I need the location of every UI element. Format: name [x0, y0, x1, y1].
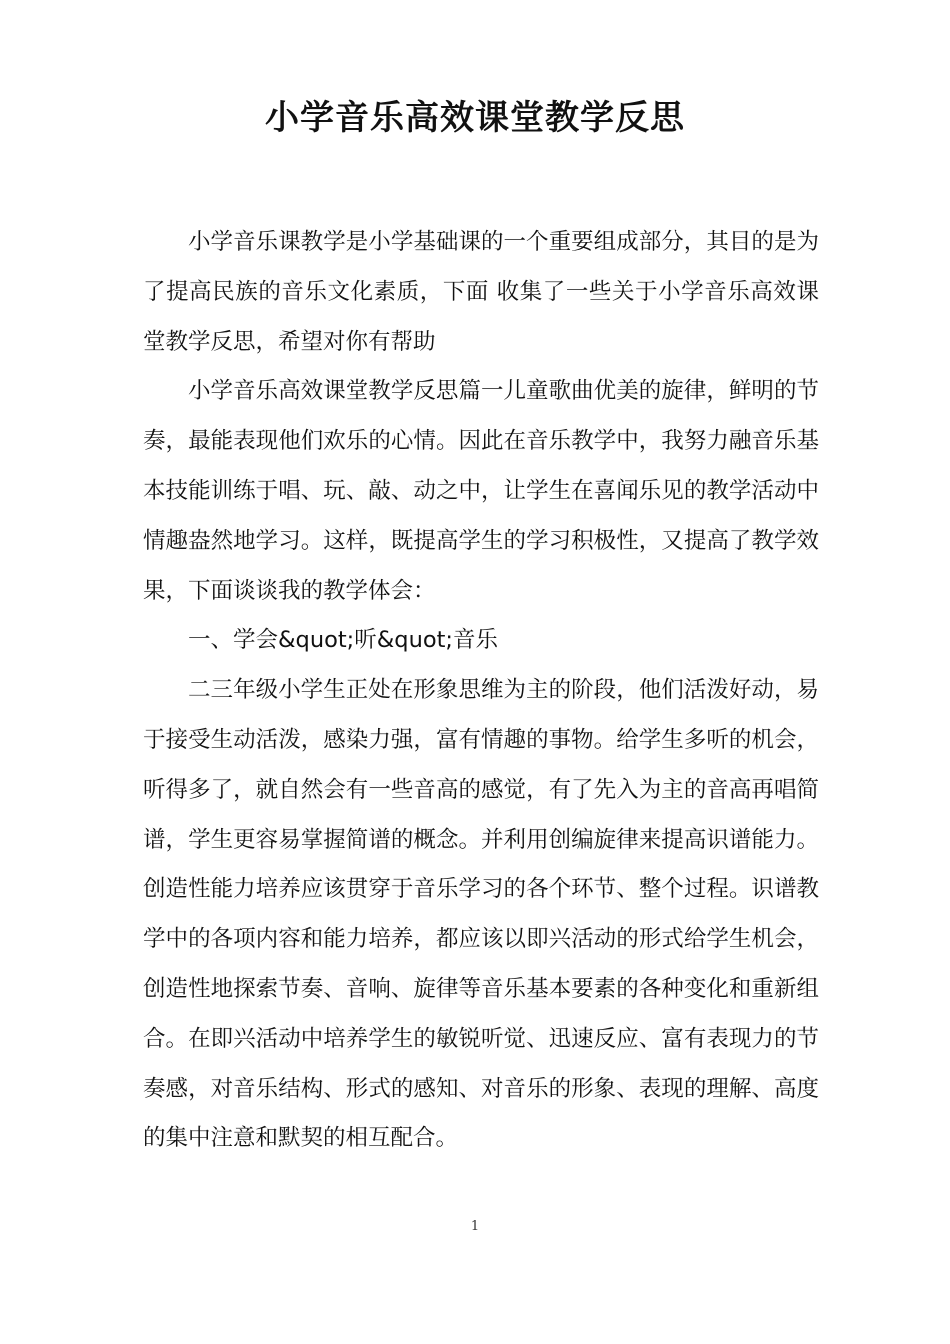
- document-body: [143, 218, 819, 1164]
- paragraph-listening-detail: 二三年级小学生正处在形象思维为主的阶段，他们活泼好动，易于接受生动活泼，感染力强，富有情趣的事物。给学生多听的机会，听得多了，就自然会有一些音高的感觉，有了先入为主的音高再唱简谱，学生更容易掌握简谱的概念。并利用创编旋律来提高识谱能力。创造性能力培养应该贯穿于音乐学习的各个环节、整个过程。识谱教学中的各项内容和能力培养，都应该以即兴活动的形式给学生机会，创造性地探索节奏、音响、旋律等音乐基本要素的各种变化和重新组合。在即兴活动中培养学生的敏锐听觉、迅速反应、富有表现力的节奏感，对音乐结构、形式的感知、对音乐的形象、表现的理解、高度的集中注意和默契的相互配合。: [143, 677, 819, 1152]
- page-number: 1: [470, 1219, 480, 1234]
- paragraph-intro: 小学音乐课教学是小学基础课的一个重要组成部分，其目的是为了提高民族的音乐文化素质，下面 收集了一些关于小学音乐高效课堂教学反思，希望对你有帮助: [143, 229, 819, 355]
- document-title: 小学音乐高效课堂教学反思: [265, 98, 685, 138]
- section-heading-listen: 一、学会&quot;听&quot;音乐: [188, 627, 499, 654]
- paragraph-reflection-one: 小学音乐高效课堂教学反思篇一儿童歌曲优美的旋律，鲜明的节奏，最能表现他们欢乐的心情。因此在音乐教学中，我努力融音乐基本技能训练于唱、玩、敲、动之中，让学生在喜闻乐见的教学活动中情趣盎然地学习。这样，既提高学生的学习积极性，又提高了教学效果，下面谈谈我的教学体会：: [143, 378, 819, 604]
